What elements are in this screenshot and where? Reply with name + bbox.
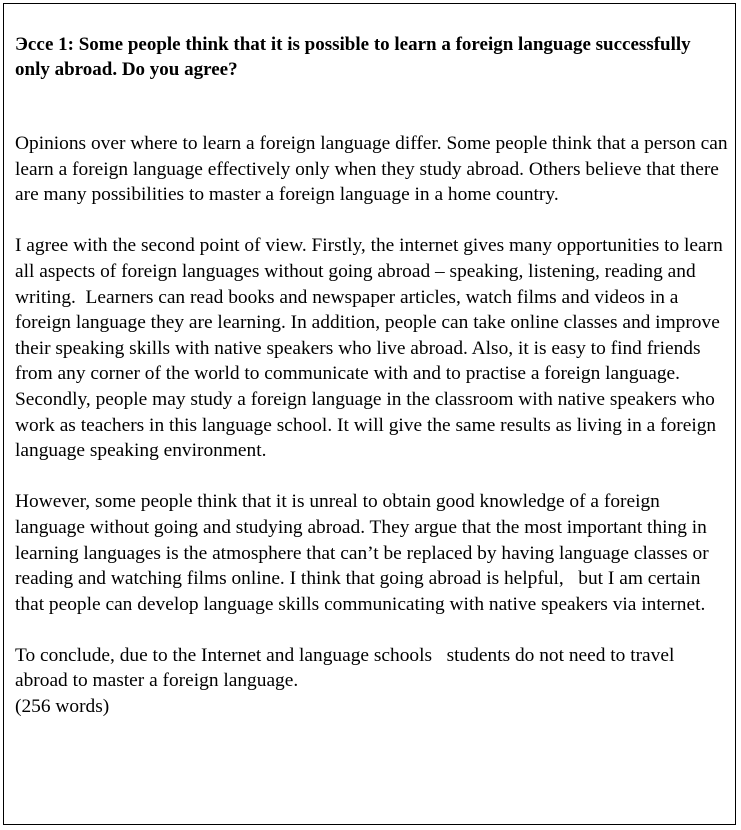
essay-paragraph-intro: Opinions over where to learn a foreign language differ. Some people think that a person can learn a foreign language effectively only when they study abroad. Others believe that there are many possibilities to master a foreign language in a home country. [15, 133, 733, 206]
essay-paragraph-agree: I agree with the second point of view. Firstly, the internet gives many opportunities to learn all aspects of foreign languages without going abroad – speaking, listening, reading and writing. Learners can read books and newspaper articles, watch films and videos in a foreign language they are learning. In addition, people can take online classes and improve their speaking skills with native speakers who live abroad. Also, it is easy to find friends from any corner of the world to communicate with and to practise a foreign language. Secondly, people may study a foreign language in the classroom with native speakers who work as teachers in this language school. It will give the same results as living in a foreign language speaking environment. [15, 235, 728, 462]
word-count: (256 words) [15, 696, 110, 718]
essay-paragraph-conclusion: To conclude, due to the Internet and language schools students do not need to travel abroad to master a foreign language. [15, 644, 680, 692]
essay-paragraph-counterargument: However, some people think that it is unreal to obtain good knowledge of a foreign language without going and studying abroad. They argue that the most important thing in learning languages is the atmosphere that can’t be replaced by having language classes or reading and watching films online. I think that going abroad is helpful, but I am certain that people can develop language skills communicating with native speakers via internet. [15, 491, 714, 615]
essay-frame [3, 3, 736, 825]
essay-title: Эссе 1: Some people think that it is possible to learn a foreign language successfully only abroad. Do you agree? [15, 34, 696, 80]
essay-body [15, 32, 733, 720]
